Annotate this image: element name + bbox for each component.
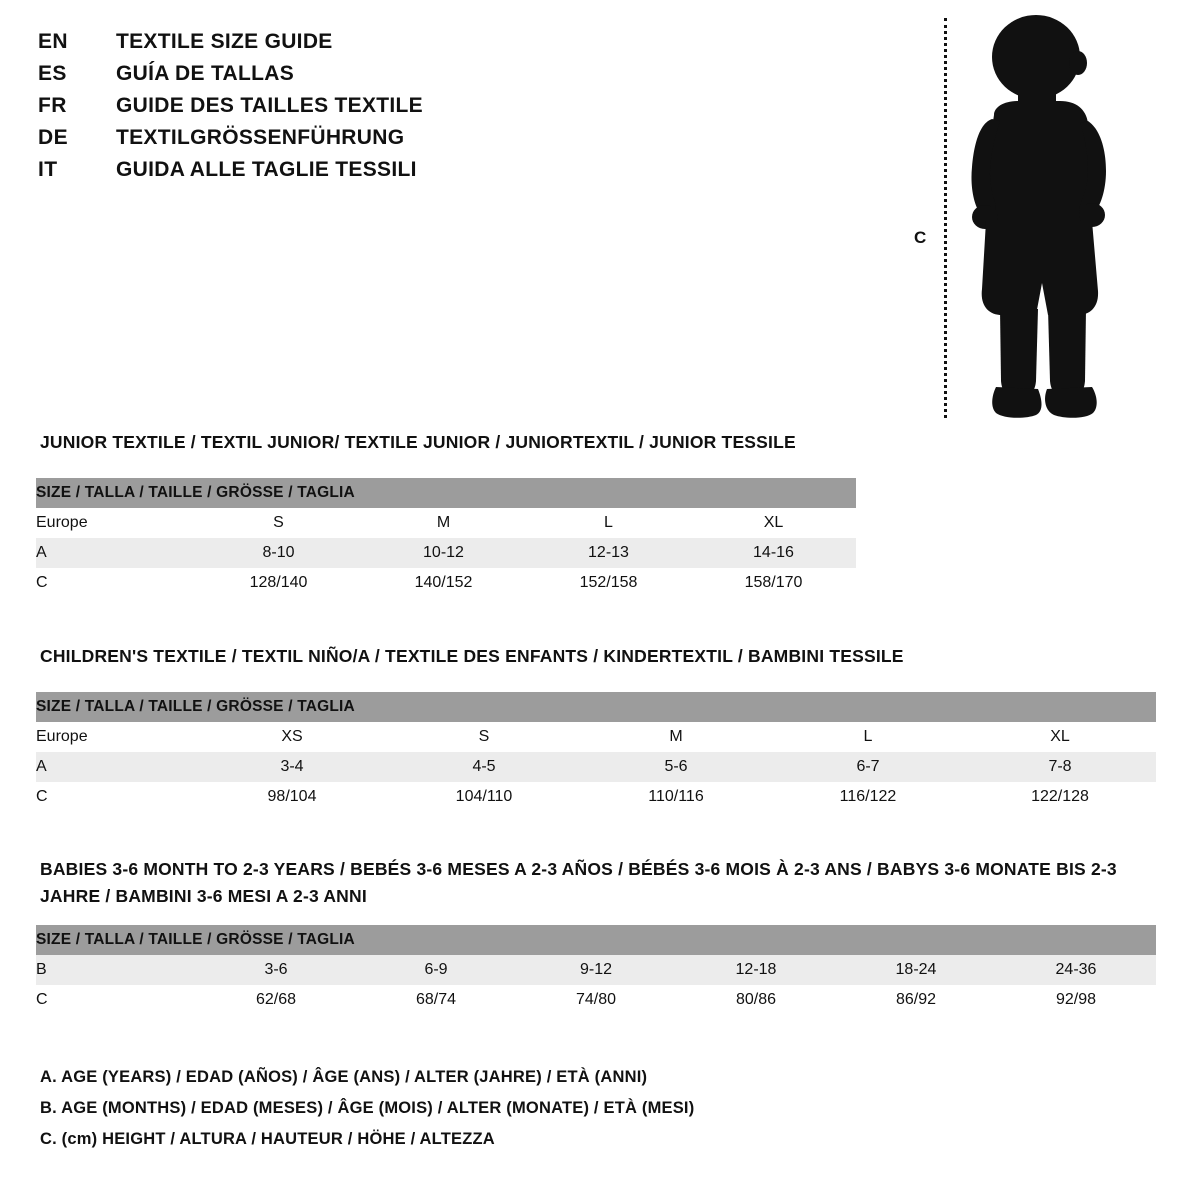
row-label: C (36, 568, 196, 598)
language-title: GUIDA ALLE TAGLIE TESSILI (116, 158, 417, 181)
height-measure-label: C (914, 228, 927, 247)
table-cell: 152/158 (526, 568, 691, 598)
child-silhouette-icon (952, 15, 1132, 425)
footnote-age-months: B. AGE (MONTHS) / EDAD (MESES) / ÂGE (MOIS) / ALTER (MONATE) / ETÀ (MESI) (40, 1099, 695, 1117)
column-header: XL (691, 508, 856, 538)
row-label: C (36, 782, 196, 812)
section-heading-children: CHILDREN'S TEXTILE / TEXTIL NIÑO/A / TEXTILE DES ENFANTS / KINDERTEXTIL / BAMBINI TESSILE (40, 646, 904, 666)
row-label: B (36, 955, 196, 985)
table-cell: 7-8 (964, 752, 1156, 782)
table-cell: 6-9 (356, 955, 516, 985)
row-label: C (36, 985, 196, 1015)
table-cell: 10-12 (361, 538, 526, 568)
table-row (36, 538, 856, 568)
footnote-age-years: A. AGE (YEARS) / EDAD (AÑOS) / ÂGE (ANS) / ALTER (JAHRE) / ETÀ (ANNI) (40, 1068, 648, 1086)
table-cell: 128/140 (196, 568, 361, 598)
table-cell: 3-4 (196, 752, 388, 782)
table-band-row (36, 478, 856, 508)
column-header: S (388, 722, 580, 752)
table-cell: 62/68 (196, 985, 356, 1015)
table-cell: 14-16 (691, 538, 856, 568)
children-size-table (36, 692, 1156, 812)
column-header: M (580, 722, 772, 752)
language-row (38, 62, 598, 94)
table-band-row (36, 692, 1156, 722)
language-title: GUIDE DES TAILLES TEXTILE (116, 94, 423, 117)
table-cell: 24-36 (996, 955, 1156, 985)
table-cell: 12-13 (526, 538, 691, 568)
table-cell: 80/86 (676, 985, 836, 1015)
column-header: XL (964, 722, 1156, 752)
table-row (36, 955, 1156, 985)
table-row (36, 985, 1156, 1015)
table-row (36, 782, 1156, 812)
table-cell: 86/92 (836, 985, 996, 1015)
table-header-row (36, 508, 856, 538)
language-row (38, 94, 598, 126)
language-row (38, 158, 598, 190)
language-code: IT (38, 158, 58, 181)
language-code: DE (38, 126, 68, 149)
table-cell: 4-5 (388, 752, 580, 782)
table-cell: 104/110 (388, 782, 580, 812)
column-header: S (196, 508, 361, 538)
language-title: TEXTILGRÖSSENFÜHRUNG (116, 126, 405, 149)
table-cell: 9-12 (516, 955, 676, 985)
table-cell: 110/116 (580, 782, 772, 812)
language-code: ES (38, 62, 67, 85)
figure-area (900, 10, 1150, 430)
row-label: Europe (36, 722, 196, 752)
row-label: A (36, 538, 196, 568)
footnotes-block (40, 1068, 1160, 1161)
column-header: L (526, 508, 691, 538)
band-label: SIZE / TALLA / TAILLE / GRÖSSE / TAGLIA (36, 478, 856, 508)
language-row (38, 30, 598, 62)
section-heading-junior: JUNIOR TEXTILE / TEXTIL JUNIOR/ TEXTILE JUNIOR / JUNIORTEXTIL / JUNIOR TESSILE (40, 432, 796, 452)
language-title: GUÍA DE TALLAS (116, 62, 295, 85)
footnote-height: C. (cm) HEIGHT / ALTURA / HAUTEUR / HÖHE / ALTEZZA (40, 1130, 495, 1148)
height-measure-line-icon (944, 18, 947, 418)
table-cell: 98/104 (196, 782, 388, 812)
table-cell: 18-24 (836, 955, 996, 985)
table-row (36, 568, 856, 598)
table-cell: 3-6 (196, 955, 356, 985)
band-label: SIZE / TALLA / TAILLE / GRÖSSE / TAGLIA (36, 925, 1156, 955)
language-row (38, 126, 598, 158)
column-header: XS (196, 722, 388, 752)
table-cell: 140/152 (361, 568, 526, 598)
table-cell: 158/170 (691, 568, 856, 598)
table-cell: 6-7 (772, 752, 964, 782)
table-cell: 92/98 (996, 985, 1156, 1015)
row-label: A (36, 752, 196, 782)
table-cell: 68/74 (356, 985, 516, 1015)
table-cell: 5-6 (580, 752, 772, 782)
table-row (36, 752, 1156, 782)
band-label: SIZE / TALLA / TAILLE / GRÖSSE / TAGLIA (36, 692, 1156, 722)
table-band-row (36, 925, 1156, 955)
babies-size-table (36, 925, 1156, 1015)
table-cell: 116/122 (772, 782, 964, 812)
language-code: FR (38, 94, 67, 117)
column-header: M (361, 508, 526, 538)
junior-size-table (36, 478, 856, 598)
table-header-row (36, 722, 1156, 752)
table-cell: 122/128 (964, 782, 1156, 812)
language-title: TEXTILE SIZE GUIDE (116, 30, 333, 53)
language-title-block (38, 30, 598, 190)
row-label: Europe (36, 508, 196, 538)
table-cell: 74/80 (516, 985, 676, 1015)
column-header: L (772, 722, 964, 752)
section-heading-babies: BABIES 3-6 MONTH TO 2-3 YEARS / BEBÉS 3-6 MESES A 2-3 AÑOS / BÉBÉS 3-6 MOIS À 2-3 ANS / BABYS 3-6 MONATE BIS 2-3 JAHRE / BAMBINI 3-6 MESI A 2-3 ANNI (40, 859, 1117, 907)
language-code: EN (38, 30, 68, 53)
table-cell: 12-18 (676, 955, 836, 985)
table-cell: 8-10 (196, 538, 361, 568)
